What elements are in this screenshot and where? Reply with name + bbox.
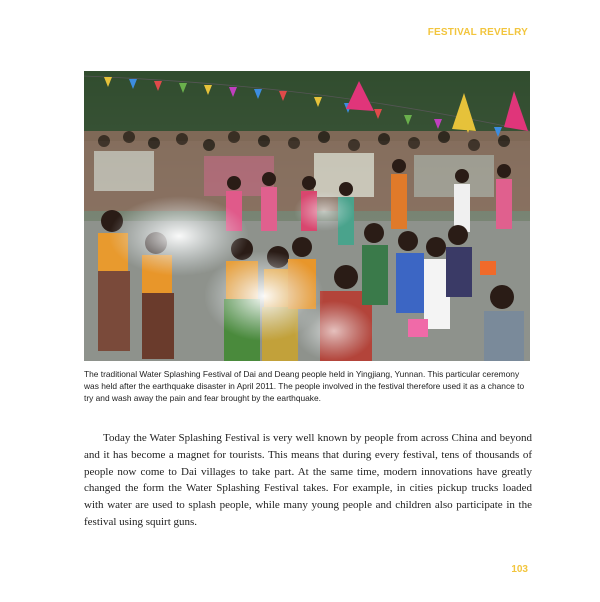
photo-caption: The traditional Water Splashing Festival of Dai and Deang people held in Yingjiang, Yunnan. This particular ceremony was held after the earthquake disaster in April 2011. The people involved in the festival therefore used it as a chance to try and wash away the pain and fear brought by the earthquake. <box>84 369 525 404</box>
page-number: 103 <box>511 564 528 575</box>
body-paragraph: Today the Water Splashing Festival is very well known by people from across China and beyond and it has become a magnet for tourists. This means that during every festival, tens of thousands of people now come to Dai villages to take part. At the same time, modern innovations have greatly changed the form the Water Splashing Festival takes. For example, in cities pickup trucks loaded with water are used to splash people, while many young people and children also participate in the festival using squirt guns. <box>84 432 532 528</box>
section-title: FESTIVAL REVELRY <box>427 27 528 38</box>
festival-photo <box>84 71 530 361</box>
